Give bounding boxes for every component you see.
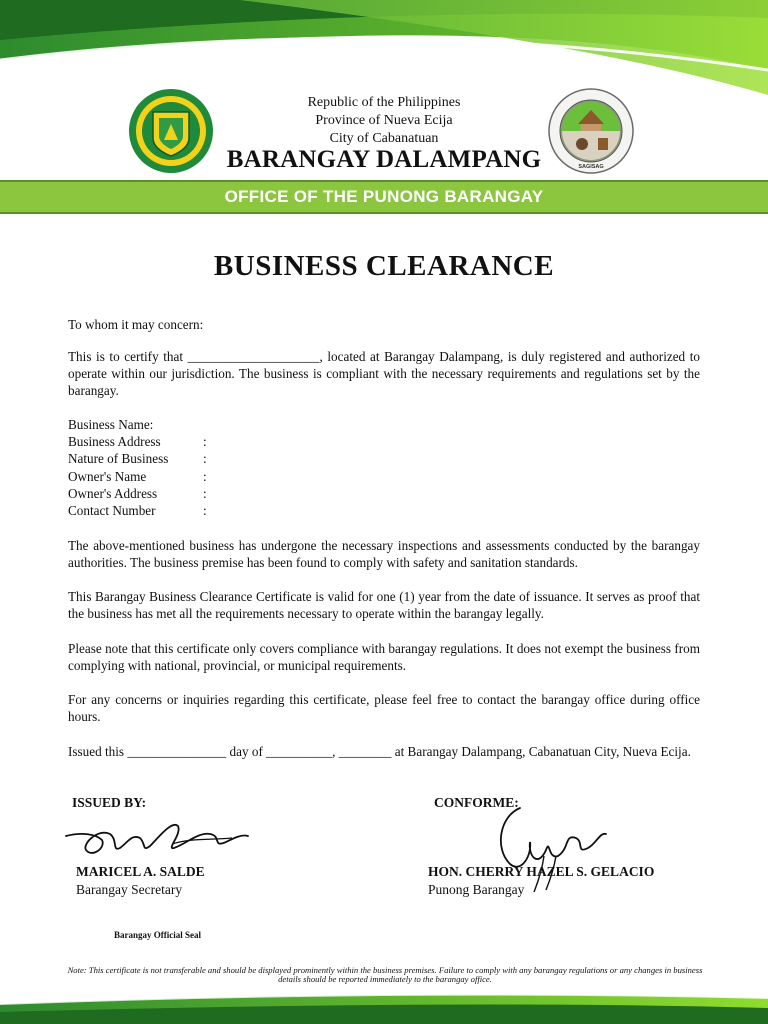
- right-seal-label: SAGISAG: [578, 164, 604, 170]
- issued-by-label: ISSUED BY:: [72, 795, 147, 810]
- secretary-signature: [62, 814, 252, 864]
- document-title: BUSINESS CLEARANCE: [213, 250, 555, 282]
- field-label-owner-address: Owner's Address: [68, 485, 158, 501]
- punong-barangay-position: Punong Barangay: [428, 882, 525, 897]
- office-bar: [0, 180, 768, 214]
- header-republic: Republic of the Philippines: [307, 95, 461, 110]
- bottom-banner-graphic: [0, 990, 768, 1024]
- header-province: Province of Nueva Ecija: [315, 113, 453, 128]
- office-title: OFFICE OF THE PUNONG BARANGAY: [224, 187, 544, 206]
- field-sep: :: [203, 468, 207, 484]
- footer-note: Note: This certificate is not transferable and should be displayed prominently within the business premises. Failure to comply with any barangay regulations or any changes in business details should be reported immediately to the barangay office.: [67, 965, 703, 984]
- field-label-nature: Nature of Business: [68, 451, 169, 467]
- punong-barangay-name: HON. CHERRY HAZEL S. GELACIO: [428, 864, 655, 879]
- secretary-name: MARICEL A. SALDE: [76, 864, 205, 879]
- field-row: [68, 485, 207, 502]
- official-seal-label: Barangay Official Seal: [114, 930, 201, 940]
- conforme-label: CONFORME:: [434, 795, 519, 810]
- field-row: [68, 502, 207, 519]
- field-label-business-name: Business Name:: [68, 417, 154, 432]
- business-details: [68, 416, 207, 519]
- issued-paragraph: Issued this _______________ day of __________, ________ at Barangay Dalampang, Cabanatuan City, Nueva Ecija.: [68, 744, 691, 759]
- top-banner-graphic: [0, 0, 768, 95]
- field-label-business-address: Business Address: [68, 434, 161, 450]
- field-sep: :: [203, 434, 207, 450]
- field-row: [68, 450, 207, 467]
- left-seal-year: 1950: [163, 160, 179, 167]
- barangay-name: BARANGAY DALAMPANG: [226, 146, 542, 173]
- validity-paragraph: This Barangay Business Clearance Certificate is valid for one (1) year from the date of issuance. It serves as proof that the business has met all the requirements necessary to operate within the barangay legally.: [68, 589, 700, 621]
- field-sep: :: [203, 503, 207, 519]
- header-city: City of Cabanatuan: [329, 131, 439, 146]
- field-sep: :: [203, 451, 207, 467]
- field-sep: :: [203, 485, 207, 501]
- secretary-position: Barangay Secretary: [76, 882, 183, 897]
- contact-paragraph: For any concerns or inquiries regarding this certificate, please feel free to contact the barangay office during office hours.: [68, 692, 700, 724]
- notice-paragraph: Please note that this certificate only covers compliance with barangay regulations. It does not exempt the business from complying with national, provincial, or municipal requirements.: [68, 641, 700, 673]
- salutation: To whom it may concern:: [68, 317, 204, 332]
- field-label-contact: Contact Number: [68, 503, 156, 519]
- field-row: [68, 468, 207, 485]
- field-row: [68, 416, 207, 433]
- field-row: [68, 433, 207, 450]
- field-label-owner-name: Owner's Name: [68, 468, 147, 484]
- inspection-paragraph: The above-mentioned business has undergone the necessary inspections and assessments conducted by the barangay authorities. The business premise has been found to comply with safety and sanitation standards.: [68, 538, 700, 570]
- certify-paragraph: This is to certify that ____________________, located at Barangay Dalampang, is duly registered and authorized to operate within our jurisdiction. The business is compliant with the necessary requirements and regulations set by the barangay.: [68, 349, 700, 398]
